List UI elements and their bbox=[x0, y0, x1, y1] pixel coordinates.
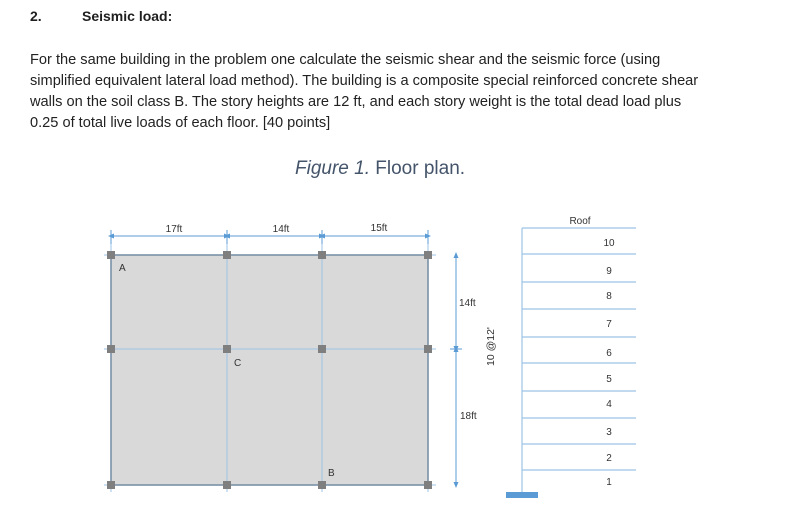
floor-plan bbox=[104, 223, 477, 492]
problem-line: walls on the soil class B. The story heights are 12 ft, and each story weight is the total dead load plus bbox=[30, 94, 682, 110]
figure-label: Figure 1. bbox=[295, 158, 370, 179]
floor-number: 10 bbox=[603, 238, 615, 249]
floor-number: 4 bbox=[606, 399, 612, 410]
roof-label: Roof bbox=[569, 216, 591, 227]
column-label-b: B bbox=[328, 468, 335, 479]
column bbox=[424, 481, 432, 489]
story-height-label: 10 @12' bbox=[485, 327, 497, 366]
figure-caption-text: Floor plan. bbox=[375, 158, 466, 179]
bay-dimension-lines bbox=[450, 255, 462, 485]
problem-line: For the same building in the problem one calculate the seismic shear and the seismic force (using bbox=[30, 52, 661, 68]
foundation-base bbox=[506, 492, 538, 498]
question-title: Seismic load: bbox=[82, 8, 173, 24]
building-elevation bbox=[485, 216, 636, 498]
column bbox=[424, 251, 432, 259]
span-dim-3: 15ft bbox=[370, 223, 388, 234]
column bbox=[318, 481, 326, 489]
floor-number: 5 bbox=[606, 374, 612, 385]
floor-number: 8 bbox=[606, 291, 612, 302]
column bbox=[107, 345, 115, 353]
elevation-lines bbox=[522, 228, 636, 492]
column bbox=[318, 345, 326, 353]
column-label-c: C bbox=[234, 358, 242, 369]
floor-number: 9 bbox=[606, 266, 612, 277]
column bbox=[223, 251, 231, 259]
column-label-a: A bbox=[119, 263, 126, 274]
bay-dim-1: 14ft bbox=[459, 298, 476, 309]
column bbox=[223, 345, 231, 353]
floor-number: 6 bbox=[606, 348, 612, 359]
floor-number: 1 bbox=[606, 477, 612, 488]
span-dim-2: 14ft bbox=[272, 224, 290, 235]
question-number: 2. bbox=[30, 8, 42, 24]
problem-line: simplified equivalent lateral load method). The building is a composite special reinforced concrete shear bbox=[30, 73, 699, 89]
floor-slab bbox=[111, 255, 428, 485]
problem-line: 0.25 of total live loads of each floor. [40 points] bbox=[30, 115, 331, 131]
bay-dim-2: 18ft bbox=[460, 411, 477, 422]
column bbox=[318, 251, 326, 259]
column bbox=[107, 481, 115, 489]
span-dim-1: 17ft bbox=[165, 224, 183, 235]
column bbox=[223, 481, 231, 489]
column bbox=[424, 345, 432, 353]
floor-number: 2 bbox=[606, 453, 612, 464]
floor-number: 3 bbox=[606, 427, 612, 438]
column bbox=[107, 251, 115, 259]
floor-number: 7 bbox=[606, 319, 612, 330]
